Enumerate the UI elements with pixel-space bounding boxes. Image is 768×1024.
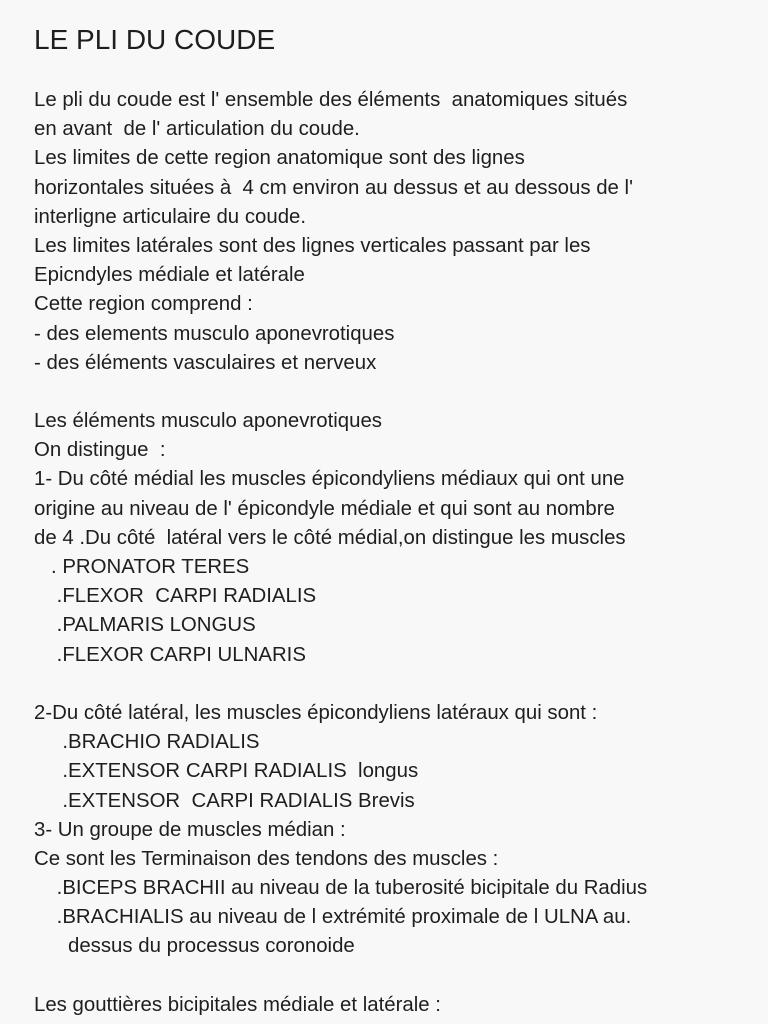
blank-line bbox=[34, 962, 768, 991]
text-line: dessus du processus coronoide bbox=[34, 935, 355, 958]
text-line: origine au niveau de l' épicondyle médiale et qui sont au nombre bbox=[34, 497, 615, 520]
text-line: Epicndyles médiale et latérale bbox=[34, 264, 305, 287]
text-line: .EXTENSOR CARPI RADIALIS Brevis bbox=[34, 789, 415, 812]
text-line: 2-Du côté latéral, les muscles épicondyliens latéraux qui sont : bbox=[34, 701, 598, 724]
text-line: .EXTENSOR CARPI RADIALIS longus bbox=[34, 760, 419, 783]
text-line: Les limites de cette region anatomique sont des lignes bbox=[34, 147, 525, 170]
text-line: interligne articulaire du coude. bbox=[34, 205, 307, 228]
page-title: LE PLI DU COUDE bbox=[34, 24, 276, 55]
text-line: Cette region comprend : bbox=[34, 293, 253, 316]
document-body bbox=[34, 86, 768, 1020]
text-line: Les limites latérales sont des lignes verticales passant par les bbox=[34, 234, 591, 257]
text-line: 1- Du côté médial les muscles épicondyliens médiaux qui ont une bbox=[34, 468, 625, 491]
text-line: horizontales situées à 4 cm environ au dessus et au dessous de l' bbox=[34, 176, 633, 199]
text-line: .PALMARIS LONGUS bbox=[34, 614, 256, 637]
text-line: .FLEXOR CARPI ULNARIS bbox=[34, 643, 306, 666]
text-line: .BICEPS BRACHII au niveau de la tuberosité bicipitale du Radius bbox=[34, 877, 648, 900]
text-line: - des éléments vasculaires et nerveux bbox=[34, 351, 377, 374]
text-line: .BRACHIALIS au niveau de l extrémité proximale de l ULNA au. bbox=[34, 906, 632, 929]
text-line: en avant de l' articulation du coude. bbox=[34, 118, 360, 141]
text-line: Ce sont les Terminaison des tendons des muscles : bbox=[34, 847, 499, 870]
text-line: 3- Un groupe de muscles médian : bbox=[34, 818, 346, 841]
text-line: .BRACHIO RADIALIS bbox=[34, 731, 260, 754]
text-line: Les éléments musculo aponevrotiques bbox=[34, 410, 382, 433]
blank-line bbox=[34, 378, 768, 407]
text-line: de 4 .Du côté latéral vers le côté médial,on distingue les muscles bbox=[34, 526, 626, 549]
text-line: Le pli du coude est l' ensemble des éléments anatomiques situés bbox=[34, 89, 628, 111]
text-line: . PRONATOR TERES bbox=[34, 556, 250, 578]
text-line: - des elements musculo aponevrotiques bbox=[34, 322, 395, 345]
blank-line bbox=[34, 670, 768, 699]
text-line: On distingue : bbox=[34, 439, 166, 462]
text-line: .FLEXOR CARPI RADIALIS bbox=[34, 585, 317, 608]
text-line: Les gouttières bicipitales médiale et latérale : bbox=[34, 993, 441, 1016]
